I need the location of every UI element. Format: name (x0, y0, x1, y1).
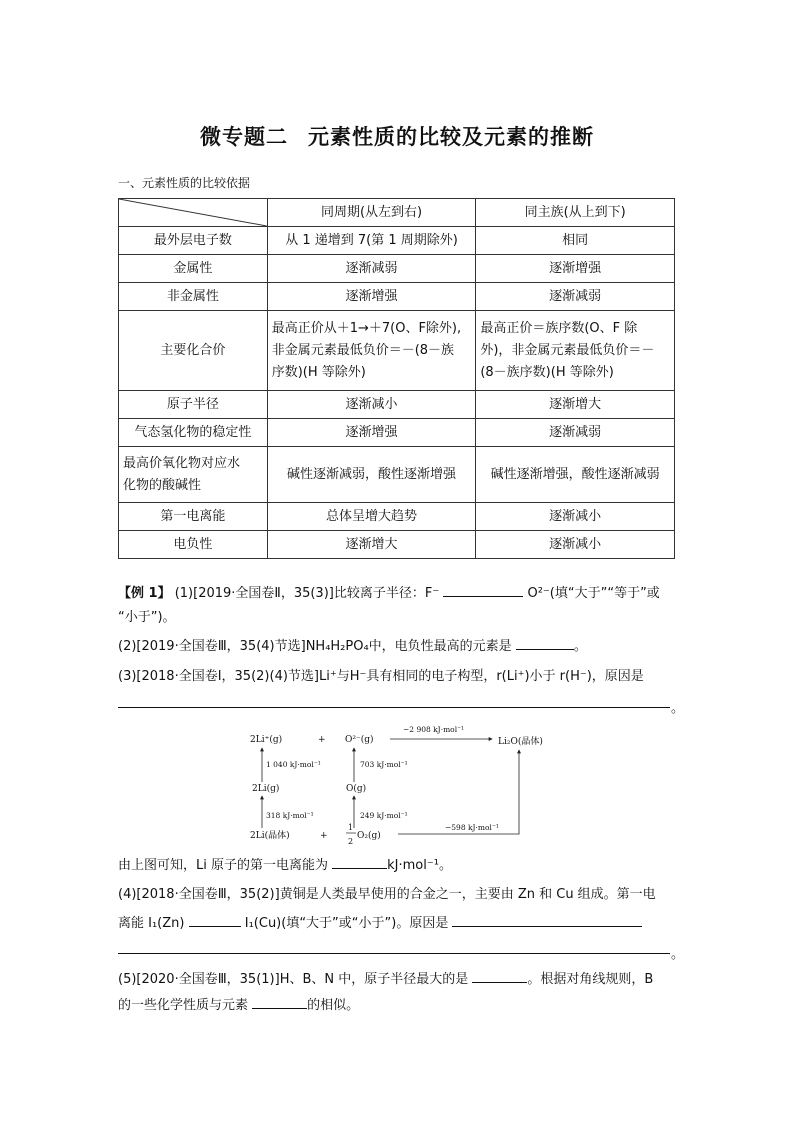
cell-group: 碱性逐渐增强，酸性逐渐减弱 (476, 447, 675, 503)
answer-blank[interactable] (443, 582, 523, 597)
cell-period: 逐渐减弱 (267, 255, 476, 283)
title-part-2: 元素性质的比较及元素的推断 (308, 124, 594, 149)
row-label: 非金属性 (119, 283, 268, 311)
row-label: 电负性 (119, 531, 268, 559)
o-gas-label: O(g) (346, 784, 367, 794)
li-ion-label: 2Li⁺(g) (250, 735, 283, 745)
lattice-energy-label: −2 908 kJ·mol⁻¹ (403, 725, 465, 734)
li-solid-label: 2Li(晶体) (250, 831, 290, 841)
cell-group: 逐渐减小 (476, 531, 675, 559)
header-same-group: 同主族(从上到下) (476, 199, 675, 227)
answer-blank[interactable] (452, 912, 642, 927)
row-label: 气态氢化物的稳定性 (119, 419, 268, 447)
table-row (119, 503, 675, 531)
cell-group: 最高正价＝族序数(O、F 除 外)，非金属元素最低负价＝－ (8－族序数)(H 等除外) (476, 311, 675, 391)
title-part-1: 微专题二 (200, 124, 288, 149)
page-title (0, 121, 794, 151)
li-sublimation-label: 318 kJ·mol⁻¹ (266, 811, 314, 820)
table-row (119, 391, 675, 419)
question-4-line-2: 离能 I₁(Zn) I₁(Cu)(填“大于”或“小于”)。原因是 (118, 911, 680, 937)
li2o-label: Li₂O(晶体) (498, 737, 543, 747)
row-label: 原子半径 (119, 391, 268, 419)
question-5-line-1: (5)[2020·全国卷Ⅲ，35(1)]H、B、N 中，原子半径最大的是 。根据对角线规则，B (118, 967, 680, 993)
cell-group: 逐渐增大 (476, 391, 675, 419)
document-page: 微专题二 元素性质的比较及元素的推断 一、元素性质的比较依据 同周期(从左到右) 同主族(从上到下) 最外层电子数 从 1 递增到 7(第 1 周期除外) 相同 金属性 逐渐减弱 逐渐增强 非金属性 逐渐增强 逐渐减弱 主要化合价 最高正价从＋1→＋7(O、F除外), 非金属元素最低负价＝－(8－族 序数)(H 等除外) 最高正价＝族序数(O、F 除 外)，非金属元素最低负价＝－ (8－族序数)(H 等除外) 原子半径 逐渐减小 逐渐增大 气态氢化物的稳定性 逐渐增强 逐渐减弱 最高价氧化物对应水 化物的酸碱性 碱性逐渐减弱，酸性逐渐增强 碱性逐渐增强，酸性逐渐减弱 第一电离能 总体呈增大趋势 逐渐减小 电负性 逐渐增大 逐渐减小 【例 1】 (1)[2019·全国卷Ⅱ，35(3)]比较离子半径：F⁻ O²⁻(填“大于”“等于”或 “小于”)。 (2)[2019·全国卷Ⅲ，35(4)节选]NH₄H₂PO₄中，电负性最高的元素是 。 (3)[2018·全国卷Ⅰ，35(2)(4)节选]Li⁺与H⁻具有相同的电子构型，r(Li⁺)小于 r(H⁻)，原因是 。 2Li⁺(g) + O²⁻(g) Li₂O(晶体) −2 908 kJ·mol⁻¹ 1 040 kJ·mol⁻¹ 703 kJ·mol⁻¹ 2Li(g) O(g) 318 kJ·mol⁻¹ 249 kJ·mol⁻¹ 2Li(晶体) + 1 2 O₂(g) −598 kJ·mol⁻¹ 由上图可知，Li 原子的第一电离能为 kJ·mol⁻¹。 (4)[2018·全国卷Ⅲ，35(2)]黄铜是人类最早使用的合金之一，主要由 Zn 和 Cu 组成。第一电 离能 I₁(Zn) I₁(Cu)(填“大于”或“小于”)。原因是 。 (5)[2020·全国卷Ⅲ，35(1)]H、B、N 中，原子半径最大的是 。根据对角线规则，B 的一些化学性质与元素 的相似。 (0, 0, 794, 1123)
question-3: (3)[2018·全国卷Ⅰ，35(2)(4)节选]Li⁺与H⁻具有相同的电子构型，r(Li⁺)小于 r(H⁻)，原因是 (118, 669, 644, 684)
cell-period: 碱性逐渐减弱，酸性逐渐增强 (267, 447, 476, 503)
row-label: 最外层电子数 (119, 227, 268, 255)
table-row (119, 283, 675, 311)
row-label: 最高价氧化物对应水 化物的酸碱性 (119, 447, 268, 503)
question-2: (2)[2019·全国卷Ⅲ，35(4)节选]NH₄H₂PO₄中，电负性最高的元素是 。 (118, 634, 680, 660)
li-ionization-label: 1 040 kJ·mol⁻¹ (266, 760, 321, 769)
cell-group: 逐渐减弱 (476, 283, 675, 311)
o2-label: O₂(g) (357, 831, 381, 841)
half-numerator: 1 (348, 823, 354, 832)
question-4-line-1: (4)[2018·全国卷Ⅲ，35(2)]黄铜是人类最早使用的合金之一，主要由 Zn 和 Cu 组成。第一电 (118, 887, 656, 902)
section-heading: 一、元素性质的比较依据 (118, 176, 251, 190)
plus-sign: + (318, 735, 326, 745)
example-tag: 【例 1】 (118, 586, 171, 601)
o-affinity-label: 703 kJ·mol⁻¹ (360, 760, 408, 769)
answer-blank[interactable] (332, 854, 387, 869)
plus-sign-2: + (320, 831, 328, 841)
cell-period: 最高正价从＋1→＋7(O、F除外), 非金属元素最低负价＝－(8－族 序数)(H 等除外) (267, 311, 476, 391)
comparison-table (118, 198, 675, 559)
li-gas-label: 2Li(g) (252, 784, 280, 794)
cell-period: 逐渐减小 (267, 391, 476, 419)
cell-group: 相同 (476, 227, 675, 255)
o-ion-label: O²⁻(g) (345, 735, 374, 745)
answer-blank[interactable] (252, 994, 307, 1009)
header-same-period: 同周期(从左到右) (267, 199, 476, 227)
answer-blank[interactable] (516, 635, 574, 650)
question-1-line-2: “小于”)。 (118, 610, 176, 625)
answer-line[interactable] (118, 707, 670, 708)
table-row (119, 531, 675, 559)
table-row (119, 311, 675, 391)
cell-group: 逐渐减弱 (476, 419, 675, 447)
answer-blank[interactable] (472, 968, 527, 983)
table-row (119, 447, 675, 503)
diagonal-header-cell (119, 199, 268, 227)
formation-enthalpy-label: −598 kJ·mol⁻¹ (445, 823, 499, 832)
row-label: 金属性 (119, 255, 268, 283)
table-row (119, 419, 675, 447)
question-3b: 由上图可知，Li 原子的第一电离能为 kJ·mol⁻¹。 (118, 853, 680, 879)
born-haber-diagram (240, 720, 560, 846)
cell-period: 总体呈增大趋势 (267, 503, 476, 531)
o-atomization-label: 249 kJ·mol⁻¹ (360, 811, 408, 820)
cell-group: 逐渐减小 (476, 503, 675, 531)
row-label: 主要化合价 (119, 311, 268, 391)
cell-period: 逐渐增强 (267, 419, 476, 447)
answer-blank[interactable] (189, 912, 241, 927)
question-5-line-2: 的一些化学性质与元素 的相似。 (118, 993, 680, 1019)
half-denominator: 2 (348, 837, 354, 846)
cell-period: 逐渐增强 (267, 283, 476, 311)
question-1-line-1: 【例 1】 (1)[2019·全国卷Ⅱ，35(3)]比较离子半径：F⁻ O²⁻(填“大于”“等于”或 (118, 581, 680, 607)
cell-period: 从 1 递增到 7(第 1 周期除外) (267, 227, 476, 255)
row-label: 第一电离能 (119, 503, 268, 531)
table-row (119, 255, 675, 283)
cell-period: 逐渐增大 (267, 531, 476, 559)
answer-line[interactable] (118, 953, 670, 954)
table-row (119, 227, 675, 255)
cell-group: 逐渐增强 (476, 255, 675, 283)
